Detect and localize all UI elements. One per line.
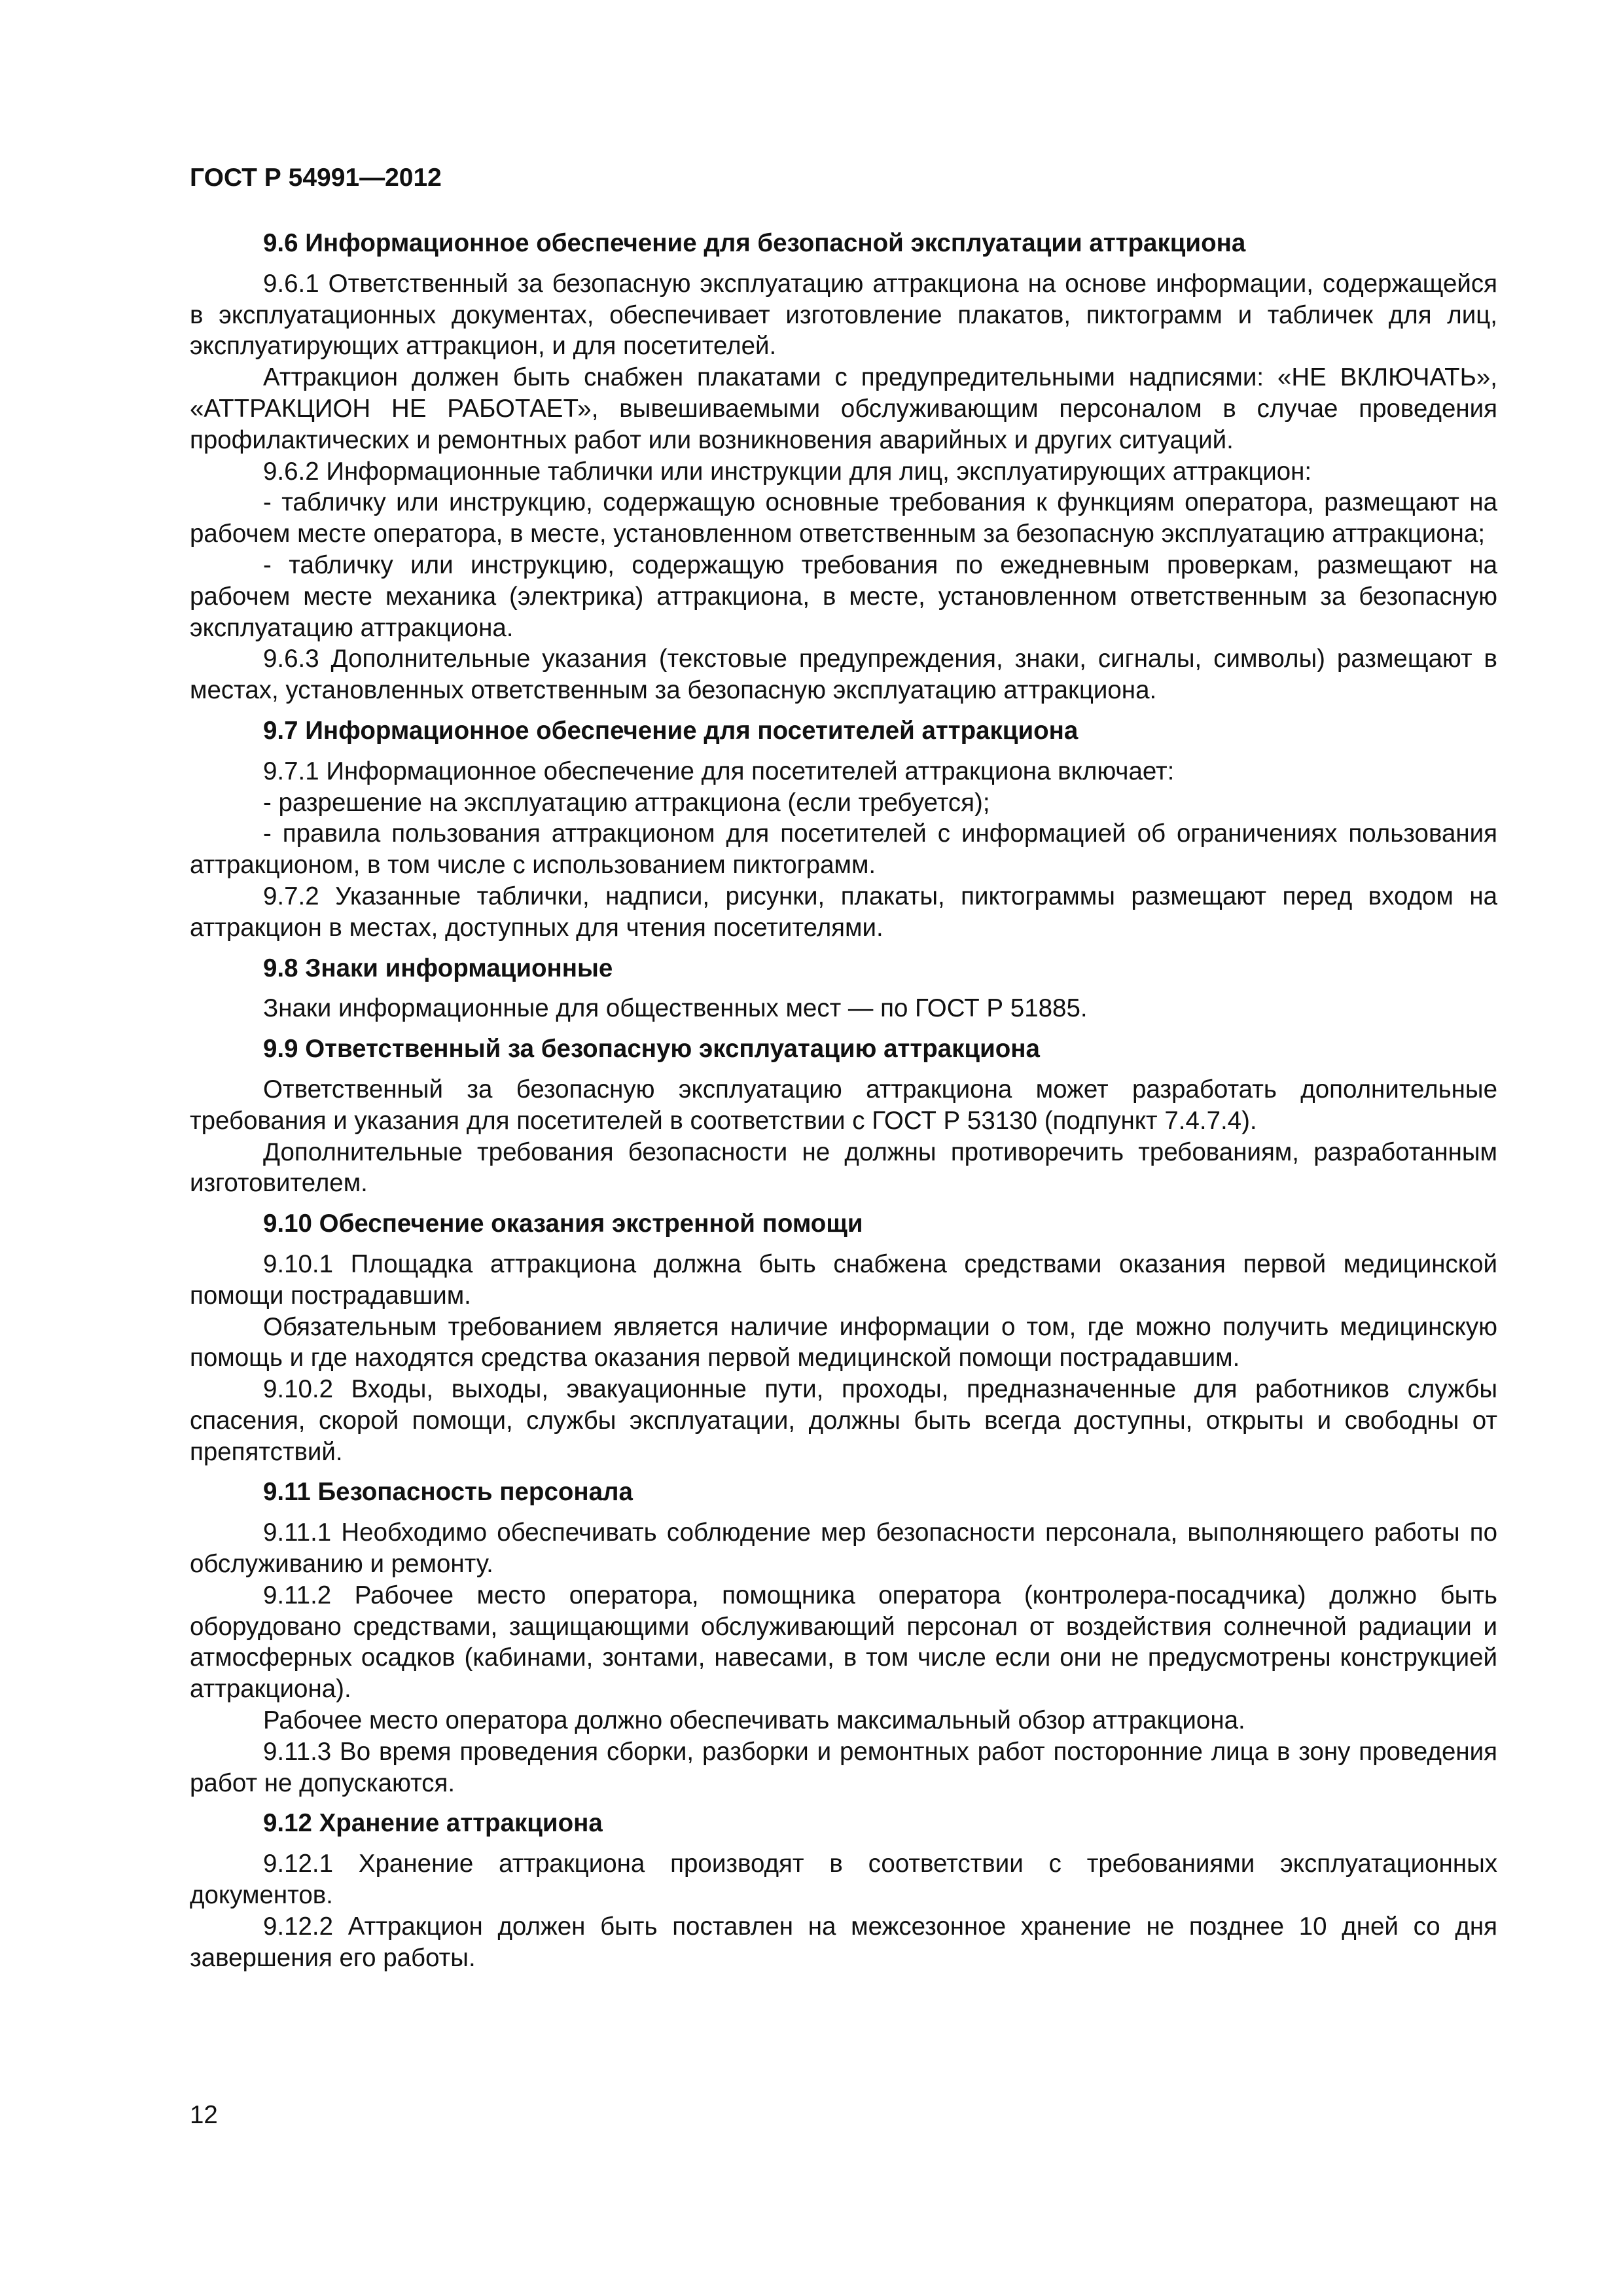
section-heading: 9.11 Безопасность персонала — [263, 1478, 633, 1507]
paragraph: 9.12.2 Аттракцион должен быть поставлен на межсезонное хранение не позднее 10 дней со дня завершения его работы. — [190, 1912, 1497, 1972]
paragraph: 9.10.2 Входы, выходы, эвакуационные пути, проходы, предназначенные для работников службы спасения, скорой помощи, службы эксплуатации, должны быть всегда доступны, открыты и свободны от препятствий. — [190, 1375, 1497, 1466]
section-heading: 9.9 Ответственный за безопасную эксплуатацию аттракциона — [263, 1035, 1040, 1064]
paragraph: Аттракцион должен быть снабжен плакатами с предупредительными надписями: «НЕ ВКЛЮЧАТЬ», «АТТРАКЦИОН НЕ РАБОТАЕТ», вывешиваемыми обслуживающим персоналом в случае проведения профилактических и ремонтных работ или возникновения аварийных и других ситуаций. — [190, 363, 1497, 454]
paragraph: Ответственный за безопасную эксплуатацию аттракциона может разработать дополнительные требования и указания для посетителей в соответствии с ГОСТ Р 53130 (подпункт 7.4.7.4). — [190, 1075, 1497, 1135]
document-body — [190, 228, 1497, 1973]
paragraph: 9.6.2 Информационные таблички или инструкции для лиц, эксплуатирующих аттракцион: — [263, 457, 1312, 486]
page-number: 12 — [190, 2101, 218, 2129]
paragraph: 9.11.1 Необходимо обеспечивать соблюдение мер безопасности персонала, выполняющего работы по обслуживанию и ремонту. — [190, 1518, 1497, 1579]
paragraph: 9.11.3 Во время проведения сборки, разборки и ремонтных работ посторонние лица в зону проведения работ не допускаются. — [190, 1737, 1497, 1797]
section-heading: 9.6 Информационное обеспечение для безопасной эксплуатации аттракциона — [263, 229, 1246, 257]
section-heading: 9.12 Хранение аттракциона — [263, 1809, 603, 1838]
paragraph: 9.6.3 Дополнительные указания (текстовые предупреждения, знаки, сигналы, символы) размещают в местах, установленных ответственным за безопасную эксплуатацию аттракциона. — [190, 645, 1497, 705]
list-item: - правила пользования аттракционом для посетителей с информацией об ограничениях пользования аттракционом, в том числе с использованием пиктограмм. — [190, 819, 1497, 880]
list-item: - табличку или инструкцию, содержащую основные требования к функциям оператора, размещают на рабочем месте оператора, в месте, установленном ответственным за безопасную эксплуатацию аттракциона; — [190, 488, 1497, 548]
paragraph: 9.7.1 Информационное обеспечение для посетителей аттракциона включает: — [263, 757, 1175, 785]
paragraph: Рабочее место оператора должно обеспечивать максимальный обзор аттракциона. — [263, 1706, 1245, 1735]
paragraph: 9.7.2 Указанные таблички, надписи, рисунки, плакаты, пиктограммы размещают перед входом на аттракцион в местах, доступных для чтения посетителями. — [190, 882, 1497, 942]
list-item: - табличку или инструкцию, содержащую требования по ежедневным проверкам, размещают на рабочем месте механика (электрика) аттракциона, в месте, установленном ответственным за безопасную эксплуатацию аттракциона. — [190, 550, 1497, 642]
paragraph: Обязательным требованием является наличие информации о том, где можно получить медицинскую помощь и где находятся средства оказания первой медицинской помощи пострадавшим. — [190, 1312, 1497, 1372]
paragraph: 9.10.1 Площадка аттракциона должна быть снабжена средствами оказания первой медицинской помощи пострадавшим. — [190, 1249, 1497, 1310]
paragraph: 9.6.1 Ответственный за безопасную эксплуатацию аттракциона на основе информации, содержащейся в эксплуатационных документах, обеспечивает изготовление плакатов, пиктограмм и табличек для лиц, эксплуатирующих аттракцион, и для посетителей. — [190, 269, 1497, 361]
paragraph: 9.11.2 Рабочее место оператора, помощника оператора (контролера-посадчика) должно быть оборудовано средствами, защищающими обслуживающий персонал от воздействия солнечной радиации и атмосферных осадков (кабинами, зонтами, навесами, в том числе если они не предусмотрены конструкцией аттракциона). — [190, 1581, 1497, 1704]
paragraph: 9.12.1 Хранение аттракциона производят в соответствии с требованиями эксплуатационных документов. — [190, 1850, 1497, 1910]
document-code-header: ГОСТ Р 54991—2012 — [190, 164, 442, 192]
paragraph: Знаки информационные для общественных мест — по ГОСТ Р 51885. — [263, 994, 1088, 1023]
section-heading: 9.7 Информационное обеспечение для посетителей аттракциона — [263, 716, 1079, 745]
paragraph: Дополнительные требования безопасности не должны противоречить требованиям, разработанным изготовителем. — [190, 1138, 1497, 1198]
section-heading: 9.10 Обеспечение оказания экстренной помощи — [263, 1210, 863, 1238]
section-heading: 9.8 Знаки информационные — [263, 954, 613, 982]
list-item: - разрешение на эксплуатацию аттракциона (если требуется); — [263, 788, 990, 817]
